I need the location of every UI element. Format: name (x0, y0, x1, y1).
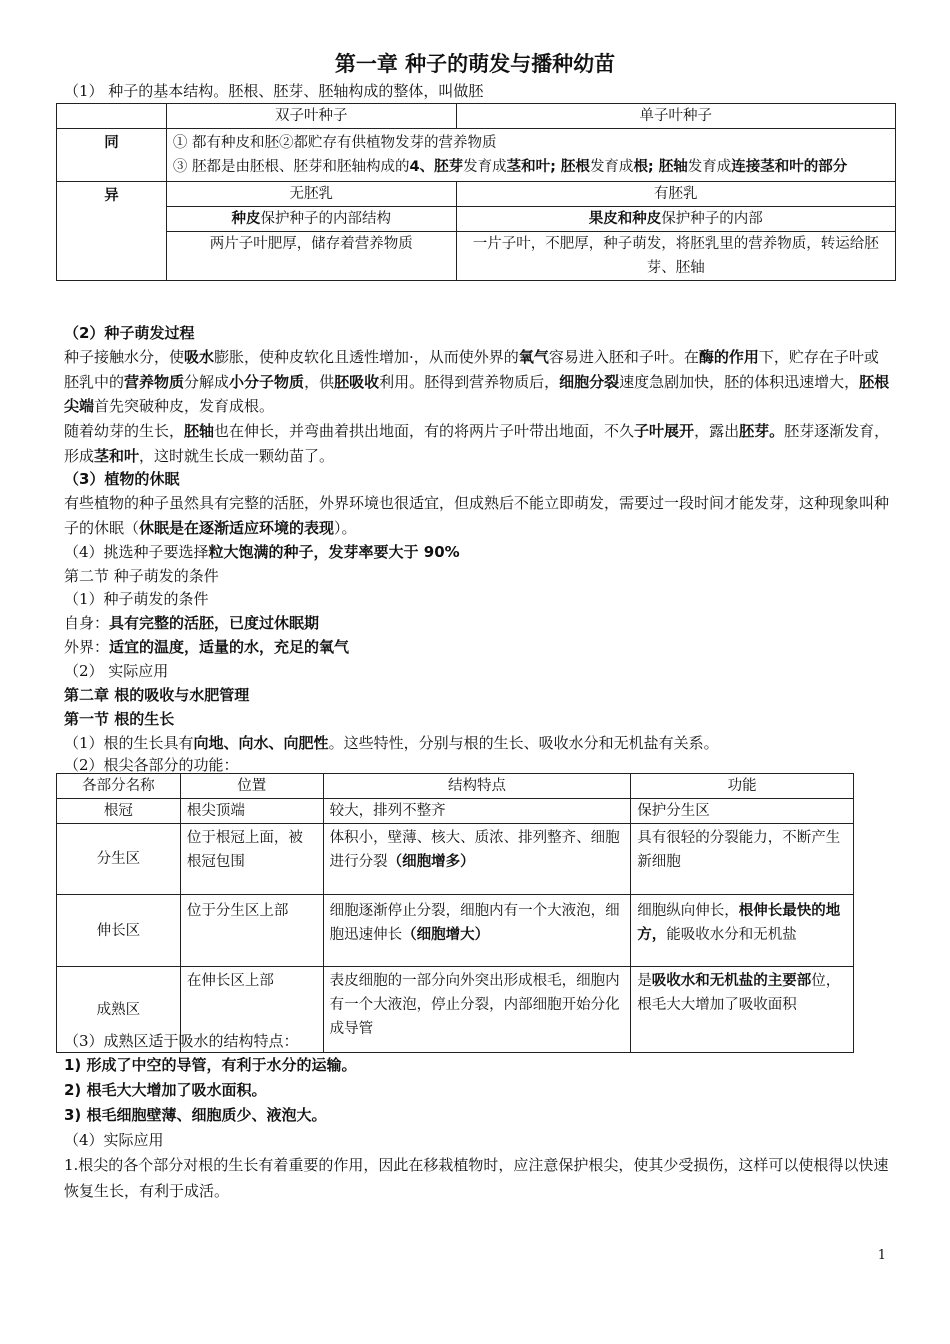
p1-t9: 小分子物质 (229, 372, 305, 391)
row3-struct: 表皮细胞的一部分向外突出形成根毛，细胞内有一个大液泡，停止分裂，内部细胞开始分化成导管 (323, 967, 631, 1053)
s2-application: （2） 实际应用 (64, 662, 169, 680)
p2-t5: 胚芽。 (739, 422, 785, 440)
p1-t13: 细胞分裂 (559, 372, 620, 391)
col-dicot: 双子叶种子 (166, 104, 456, 129)
seed-structure-table (56, 103, 896, 281)
same-text-e: 发育成 (589, 159, 634, 175)
dicot-coat-text: 保护种子的内部结构 (260, 211, 391, 227)
same-line2 (173, 155, 889, 179)
c2-p4: （4）实际应用 (64, 1131, 164, 1149)
p2-t8: ，这时就生长成一颗幼苗了。 (139, 446, 335, 465)
p2-t0: 随着幼芽的生长， (64, 422, 185, 440)
p1-t2: 膨胀，使种皮软化且透性增加·，从而使外界的 (214, 348, 519, 366)
col-monocot: 单子叶种子 (456, 104, 895, 129)
monocot-cotyledon: 一片子叶，不肥厚，种子萌发，将胚乳里的营养物质，转运给胚芽、胚轴 (456, 232, 895, 281)
p2-t7: 茎和叶 (94, 446, 140, 465)
p2-t4: ，露出 (694, 422, 740, 440)
row2-func-c: 能吸收水分和无机盐 (666, 927, 797, 943)
s2-self-label: 自身： (64, 614, 110, 632)
row3-name: 成熟区 (57, 967, 181, 1053)
sec3-text-a: 有些植物的种子虽然具有完整的活胚，外界环境也很适宜，但成熟后不能立即萌发，需要过一段时间才能发芽，这种现象叫种子的休眠（ (64, 494, 890, 537)
same-text-d: 茎和叶; 胚根 (506, 159, 590, 175)
dicot-coat (166, 207, 456, 232)
dicot-cotyledon: 两片子叶肥厚，储存着营养物质 (166, 232, 456, 281)
p1-t14: 速度急剧加快，胚的体积迅速增大， (619, 372, 860, 391)
table-header-row (57, 774, 854, 799)
p1-t16: 首先突破种皮，发育成根。 (94, 397, 275, 415)
row2-struct-text: 细胞逐渐停止分裂，细胞内有一个大液泡，细胞迅速伸长 (329, 903, 620, 943)
row2-name: 伸长区 (57, 895, 181, 967)
s2-self (64, 611, 894, 635)
same-cell (166, 129, 895, 182)
c2-p1-b: 向地、向水、向肥性 (193, 734, 329, 752)
sec1-heading: （1） 种子的基本结构。胚根、胚芽、胚轴构成的整体，叫做胚 (64, 82, 484, 100)
row-same-label: 同 (57, 129, 167, 182)
sec2-paragraph2 (64, 419, 890, 468)
row1-struct-bold: （细胞增多） (387, 854, 475, 870)
c2-p1-c: 。这些特性，分别与根的生长、吸收水分和无机盐有关系。 (328, 734, 719, 752)
sec4-text-b: 粒大饱满的种子，发芽率要大于 90% (208, 543, 460, 561)
table-row (57, 824, 854, 895)
sec2-paragraph1 (64, 345, 890, 419)
row3-func-b: 吸收水和无机盐的主要部 (651, 973, 812, 989)
same-text-a: ③ 胚都是由胚根、胚芽和胚轴构成的 (172, 159, 410, 175)
row0-func: 保护分生区 (631, 799, 854, 824)
s2-conditions: （1）种子萌发的条件 (64, 590, 209, 608)
same-text-g: 发育成 (687, 159, 732, 175)
root-tip-table (56, 773, 854, 1053)
row3-pos: 在伸长区上部 (180, 967, 323, 1053)
p2-t1: 胚轴 (184, 422, 215, 440)
row1-struct (323, 824, 631, 895)
row0-name: 根冠 (57, 799, 181, 824)
c2-p4-item1: 1.根尖的各个部分对根的生长有着重要的作用，因此在移栽植物时，应注意保护根尖，使其少受损伤，这样可以使根得以快速恢复生长，有利于成活。 (64, 1156, 889, 1200)
th-func: 功能 (631, 774, 854, 799)
sec3-text-b: 休眠是在逐渐适应环境的表现 (139, 518, 335, 537)
row-diff-label: 异 (57, 182, 167, 281)
p1-t5: 酶的作用 (698, 348, 759, 366)
p1-t15: 胚根尖端 (64, 372, 890, 415)
row2-func (631, 895, 854, 967)
sec4-line (64, 540, 894, 564)
p1-t3: 氧气 (518, 348, 549, 366)
has-endosperm: 有胚乳 (456, 182, 895, 207)
row3-func-c: 位，根毛大大增加了吸收面积 (637, 973, 841, 1013)
dicot-coat-bold: 种皮 (231, 211, 261, 227)
s2-ext-value: 适宜的温度，适量的水，充足的氧气 (109, 638, 350, 656)
chapter1-title: 第一章 种子的萌发与播种幼苗 (334, 52, 616, 76)
p1-t6: 下，贮存在子叶或胚乳中的 (64, 348, 879, 391)
p1-t7: 营养物质 (124, 372, 185, 391)
row1-struct-text: 体积小，壁薄、核大、质浓、排列整齐、细胞进行分裂 (329, 830, 620, 870)
row2-func-b: 根伸长最快的地方， (637, 903, 841, 943)
monocot-coat (456, 207, 895, 232)
same-line1: ① 都有种皮和胚②都贮存有供植物发芽的营养物质 (172, 135, 497, 151)
same-text-h: 连接茎和叶的部分 (731, 159, 848, 175)
same-text-b: 4、胚芽 (409, 159, 464, 175)
no-endosperm: 无胚乳 (166, 182, 456, 207)
row1-name: 分生区 (57, 824, 181, 895)
row0-pos: 根尖顶端 (180, 799, 323, 824)
p1-t0: 种子接触水分，使 (64, 348, 185, 366)
sec2-heading: （2）种子萌发过程 (64, 324, 195, 342)
section2-title: 第二节 种子萌发的条件 (64, 567, 219, 585)
sec3-heading: （3）植物的休眠 (64, 470, 180, 488)
monocot-coat-text: 保护种子的内部 (661, 211, 763, 227)
c2-p3-item1: 1) 形成了中空的导管，有利于水分的运输。 (64, 1056, 357, 1074)
same-text-c: 发育成 (463, 159, 507, 175)
p1-t8: 分解成 (184, 372, 230, 391)
monocot-coat-bold: 果皮和种皮 (588, 211, 662, 227)
table-row (57, 895, 854, 967)
chapter2-title: 第二章 根的吸收与水肥管理 (64, 686, 250, 704)
s2-self-value: 具有完整的活胚，已度过休眠期 (109, 614, 320, 632)
same-text-f: 根; 胚轴 (633, 159, 688, 175)
row1-func: 具有很轻的分裂能力，不断产生新细胞 (631, 824, 854, 895)
th-name: 各部分名称 (57, 774, 181, 799)
row3-func-a: 是 (637, 973, 652, 989)
th-pos: 位置 (180, 774, 323, 799)
table-row (57, 799, 854, 824)
row2-pos: 位于分生区上部 (180, 895, 323, 967)
p1-t12: 利用。胚得到营养物质后， (379, 372, 560, 391)
c2-p1 (64, 731, 894, 755)
sec3-text-c: ）。 (334, 518, 357, 537)
c2-p3-item3: 3) 根毛细胞壁薄、细胞质少、液泡大。 (64, 1106, 327, 1124)
p1-t4: 容易进入胚和子叶。在 (548, 348, 699, 366)
p1-t10: ，供 (304, 372, 335, 391)
p2-t6: 胚芽逐渐发育，形成 (64, 422, 890, 465)
c2-p2: （2）根尖各部分的功能： (64, 756, 239, 774)
p1-t11: 胚吸收 (334, 372, 380, 391)
row2-func-a: 细胞纵向伸长， (637, 903, 739, 919)
sec3-paragraph (64, 491, 890, 540)
s2-external (64, 635, 894, 659)
table-corner (57, 104, 167, 129)
c2-p3-item2: 2) 根毛大大增加了吸水面积。 (64, 1081, 267, 1099)
p2-t2: 也在伸长，并弯曲着拱出地面，有的将两片子叶带出地面，不久 (214, 422, 635, 440)
row2-struct-bold: （细胞增大） (402, 927, 490, 943)
s2-ext-label: 外界： (64, 638, 110, 656)
row1-pos: 位于根冠上面，被根冠包围 (180, 824, 323, 895)
p2-t3: 子叶展开 (634, 422, 695, 440)
c2-p3: （3）成熟区适于吸水的结构特点： (64, 1032, 299, 1050)
sec4-text-a: （4）挑选种子要选择 (64, 543, 209, 561)
th-struct: 结构特点 (323, 774, 631, 799)
chapter2-section1: 第一节 根的生长 (64, 710, 175, 728)
p1-t1: 吸水 (184, 348, 215, 366)
page-number: 1 (877, 1248, 886, 1263)
row0-struct: 较大，排列不整齐 (323, 799, 631, 824)
c2-p1-a: （1）根的生长具有 (64, 734, 194, 752)
row2-struct (323, 895, 631, 967)
